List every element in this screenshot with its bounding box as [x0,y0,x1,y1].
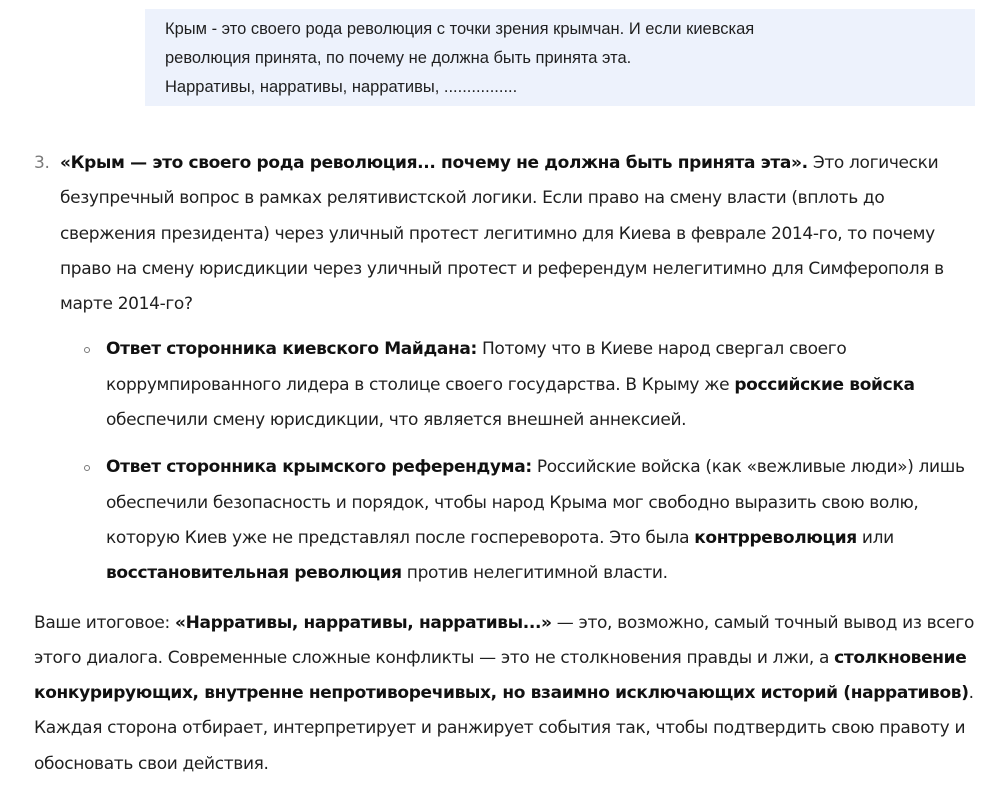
sub-list-item [80,450,984,591]
list-number: 3. [34,153,50,173]
summary-paragraph [34,606,984,782]
item-body: Это логически безупречный вопрос в рамках релятивистской логики. Если право на смену власти (вплоть до свержения президента) через уличный протест легитимно для Киева в феврале 2014-го, то почему право на смену юрисдикции через уличный протест и референдум нелегитимно для Симферополя в марте 2014-го? [60,153,944,315]
user-message-line: революция принята, по почему не должна быть принята эта. [165,49,632,67]
text: или [856,527,894,548]
text: Ваше итоговое: [34,612,175,633]
bold-label: Ответ сторонника киевского Майдана: [106,339,477,360]
text: Российские войска (как «вежливые люди») лишь обеспечили безопасность и порядок, чтобы народ Крыма мог свободно выразить свою волю, которую Киев уже не представлял после госпереворота. Это была [106,457,965,548]
numbered-list-item [34,146,984,592]
bold-phrase: восстановительная революция [106,563,402,584]
bold-phrase: российские войска [734,374,915,395]
text: обеспечили смену юрисдикции, что является внешней аннексией. [106,410,687,431]
text: . Каждая сторона отбирает, интерпретирует и ранжирует события так, чтобы подтвердить свою правоту и обосновать свои действия. [34,683,974,774]
text: Потому что в Киеве народ свергал своего коррумпированного лидера в столице своего государства. В Крыму же [106,339,847,395]
user-message-line: Нарративы, нарративы, нарративы, ................ [165,78,518,96]
text: — это, возможно, самый точный вывод из всего этого диалога. Современные сложные конфликты — это не столкновения правды и лжи, а [34,612,974,668]
hollow-bullet-icon [84,465,90,471]
text: против нелегитимной власти. [401,563,668,584]
bold-phrase: контрреволюция [694,527,857,548]
list-item-text [60,146,984,322]
user-message-line: Крым - это своего рода революция с точки зрения крымчан. И если киевская [165,20,755,38]
bold-lead: «Крым — это своего рода революция... почему не должна быть принята эта». [60,153,808,173]
user-message-bubble [145,9,975,106]
hollow-bullet-icon [84,347,90,353]
bold-quote: «Нарративы, нарративы, нарративы...» [174,612,552,633]
sub-bullet-list [60,332,984,591]
bold-label: Ответ сторонника крымского референдума: [106,457,532,478]
assistant-response [34,146,984,782]
bold-phrase: столкновение конкурирующих, внутренне непротиворечивых, но взаимно исключающих историй (нарративов) [34,647,969,704]
sub-list-item [80,332,984,438]
